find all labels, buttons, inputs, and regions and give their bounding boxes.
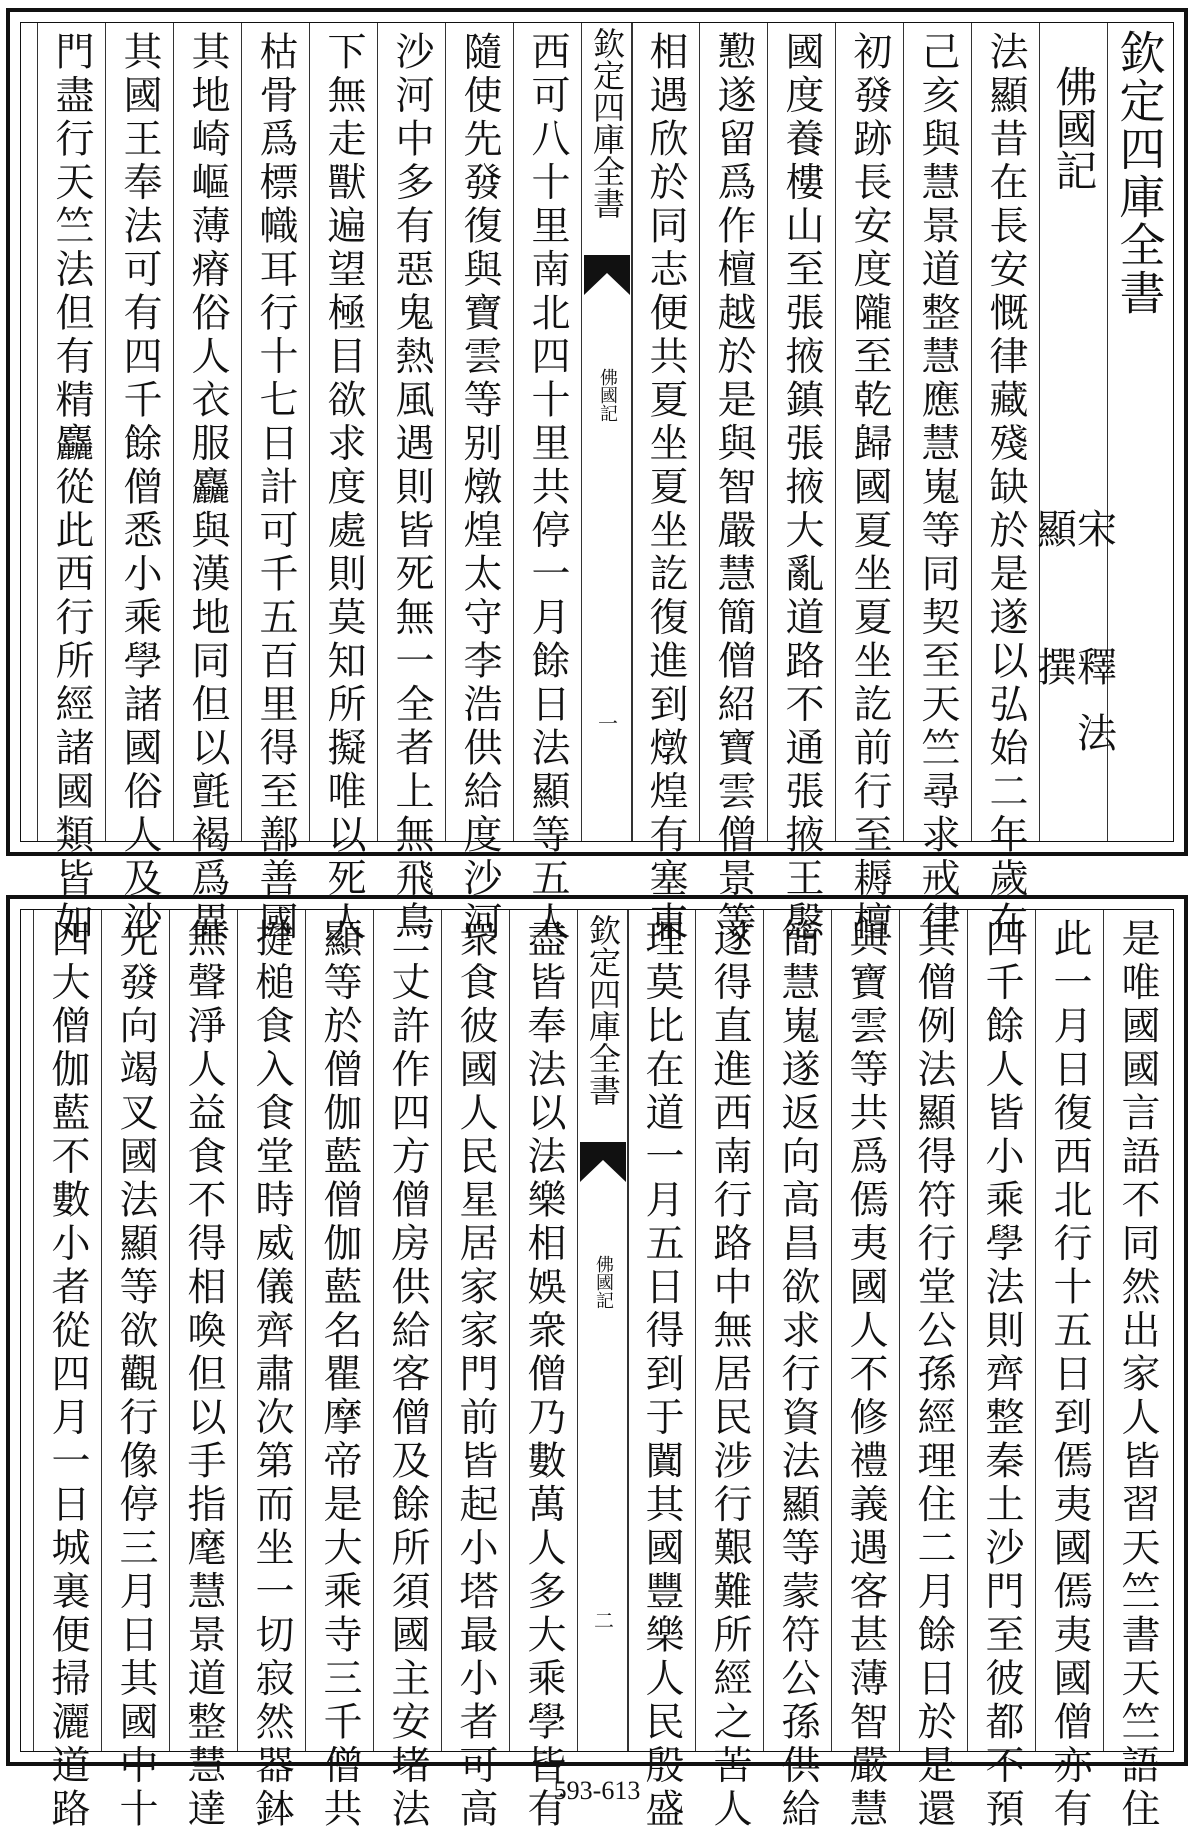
bottom-fold-column (577, 910, 629, 1751)
text-column-content: 枯骨爲標幟耳行十七日計可千五百里得至鄯善國 (253, 31, 298, 945)
fishtail-mark (580, 1142, 626, 1190)
text-column (105, 23, 173, 945)
text-column-content: 是唯國國言語不同然出家人皆習天竺書天竺語住 (1115, 918, 1160, 1832)
fold-title: 欽定四庫全書 (588, 27, 626, 219)
text-column-content: 盡皆奉法以法樂相娛衆僧乃數萬人多大乘學皆有 (521, 918, 566, 1832)
text-column (763, 910, 831, 1832)
text-column-content: 與寶雲等共爲傿夷國人不修禮義遇客甚薄智嚴慧 (843, 918, 888, 1832)
text-column (373, 910, 441, 1832)
top-page-frame (20, 22, 1174, 945)
text-column (899, 910, 967, 1832)
text-column-content: 二丈許作四方僧房供給客僧及餘所須國主安堵法 (385, 918, 430, 1832)
text-column-content: 懃遂留爲作檀越於是與智嚴慧簡僧紹寶雲僧景等 (711, 31, 756, 945)
text-column (241, 23, 309, 945)
text-column-content: 其僧例法顯得符行堂公孫經理住二月餘日於是還 (911, 918, 956, 1832)
text-column-content: 己亥與慧景道整慧應慧嵬等同契至天竺尋求戒律 (915, 31, 960, 945)
text-column (971, 23, 1039, 945)
fold-book-title: 佛國記 (597, 368, 618, 422)
text-column-content: 衆食彼國人民星居家家門前皆起小塔最小者可高 (453, 918, 498, 1832)
top-page (6, 8, 1188, 945)
text-column-content: 其國王奉法可有四千餘僧悉小乘學諸國俗人及沙 (117, 31, 162, 945)
text-column (509, 910, 577, 1832)
text-column (237, 910, 305, 1832)
text-column-content: 顯等於僧伽藍僧伽藍名瞿摩帝是大乘寺三千僧共 (317, 918, 362, 1832)
text-column (699, 23, 767, 945)
text-column-content: 沙河中多有惡鬼熱風遇則皆死無一全者上無飛鳥 (389, 31, 434, 945)
text-column (767, 23, 835, 945)
text-column (1035, 910, 1103, 1832)
text-column (169, 910, 237, 1832)
fold-book-title: 佛國記 (593, 1255, 614, 1309)
top-title-column (1030, 23, 1117, 841)
text-column (445, 23, 513, 945)
text-column (1103, 910, 1171, 1832)
text-column-content: 西可八十里南北四十里共停一月餘日法顯等五人 (525, 31, 570, 945)
text-column (309, 23, 377, 945)
text-column-content: 四千餘人皆小乘學法則齊整秦土沙門至彼都不預 (979, 918, 1024, 1832)
text-column-content: 無聲淨人益食不得相喚但以手指麾慧景道整慧達 (181, 918, 226, 1832)
fold-page-number: 二 (590, 1610, 615, 1630)
text-column-content: 遂得直進西南行路中無居民涉行艱難所經之苦人 (707, 918, 752, 1832)
text-column-content: 初發跡長安度隴至乾歸國夏坐夏坐訖前行至耨檀 (847, 31, 892, 945)
text-column (441, 910, 509, 1832)
text-column (835, 23, 903, 945)
text-column (513, 23, 581, 945)
text-column (695, 910, 763, 1832)
text-column (967, 910, 1035, 1832)
text-column-content: 簡慧嵬遂返向高昌欲求行資法顯等蒙符公孫供給 (775, 918, 820, 1832)
fishtail-mark (584, 255, 630, 303)
book-title: 佛國記 (1049, 65, 1099, 191)
text-column-content: 隨使先發復與寶雲等别燉煌太守李浩供給度沙河 (457, 31, 502, 945)
fold-title: 欽定四庫全書 (584, 914, 622, 1106)
text-column (33, 910, 101, 1832)
text-column (173, 23, 241, 945)
text-column (305, 910, 373, 1832)
text-column-content: 先發向竭叉國法顯等欲觀行像停三月日其國中十 (113, 918, 158, 1832)
page-reference: 593-613 (553, 1776, 641, 1805)
text-column-content: 門盡行天竺法但有精麤從此西行所經諸國類皆如 (49, 31, 94, 945)
text-column (377, 23, 445, 945)
text-column (37, 23, 105, 945)
text-column-content: 其地崎嶇薄瘠俗人衣服麤與漢地同但以氈褐爲異 (185, 31, 230, 945)
text-column (903, 23, 971, 945)
text-column-content: 下無走獸遍望極目欲求度處則莫知所擬唯以死人 (321, 31, 366, 945)
author-line: 宋 釋法顯 撰 (1030, 508, 1117, 778)
text-column (101, 910, 169, 1832)
text-column-content: 四大僧伽藍不數小者從四月一日城裏便掃灑道路 (45, 918, 90, 1832)
text-column-content: 理莫比在道一月五日得到于闐其國豐樂人民殷盛 (639, 918, 684, 1832)
text-column-content: 相遇欣於同志便共夏坐夏坐訖復進到燉煌有塞東 (643, 31, 688, 945)
text-column (831, 910, 899, 1832)
text-column-content: 法顯昔在長安慨律藏殘缺於是遂以弘始二年歲在 (983, 31, 1028, 945)
text-column (627, 910, 695, 1832)
text-column-content: 此一月日復西北行十五日到傿夷國傿夷國僧亦有 (1047, 918, 1092, 1832)
header-title: 欽定四庫全書 (1112, 29, 1167, 317)
text-column (631, 23, 699, 945)
top-header-column (1107, 23, 1171, 841)
text-column-content: 國度養樓山至張掖鎮張掖大亂道路不通張掖王慇 (779, 31, 824, 945)
fold-page-number: 一 (594, 713, 619, 733)
text-column-content: 揵槌食入食堂時威儀齊肅次第而坐一切寂然器鉢 (249, 918, 294, 1832)
top-fold-column (581, 23, 633, 841)
